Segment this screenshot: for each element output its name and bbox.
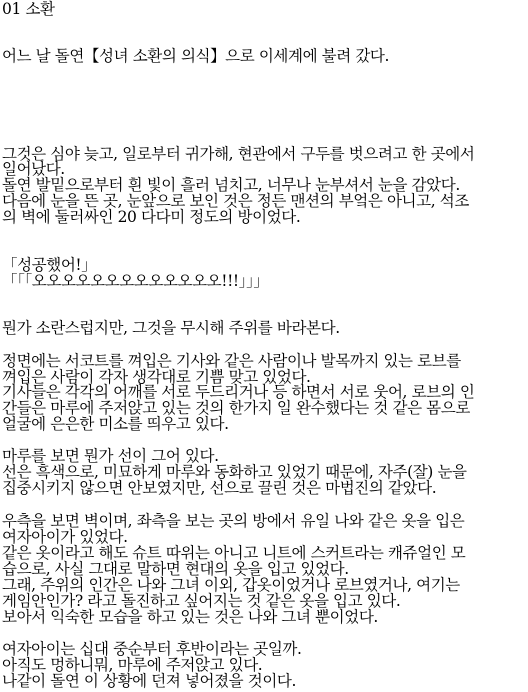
text-line: 집중시키지 않으면 안보였지만, 선으로 끌린 것은 마법진의 같았다. (2, 479, 437, 497)
text-line: 게임안인가? 라고 돌진하고 싶어지는 것 같은 옷을 입고 있다. (2, 592, 401, 610)
text-line: 우측을 보면 벽이며, 좌측을 보는 곳의 방에서 유일 나와 같은 옷을 입은 (2, 512, 465, 530)
text-line: 다음에 눈을 뜬 곳, 눈앞으로 보인 것은 정든 맨션의 부엌은 아니고, 석조 (2, 192, 469, 210)
text-line: 일어났다. (2, 160, 65, 178)
text-line: 정면에는 서코트를 껴입은 기사와 같은 사람이나 발목까지 있는 로브를 (2, 352, 461, 370)
text-line: 의 벽에 둘러싸인 20 다다미 정도의 방이었다. (2, 208, 301, 226)
text-line: 여자아이가 있었다. (2, 528, 128, 546)
text-line: 기사들은 각각의 어깨를 서로 두드리거나 등 하면서 서로 웃어, 로브의 인 (2, 383, 475, 401)
text-line: 그래, 주위의 인간은 나와 그녀 이외, 갑옷이었거나 로브였거나, 여기는 (2, 576, 460, 594)
text-line: 선은 흑색으로, 미묘하게 마루와 동화하고 있었기 때문에, 자주(잘) 눈을 (2, 463, 467, 481)
text-line: 그것은 심야 늦고, 일로부터 귀가해, 현관에서 구두를 벗으려고 한 곳에서 (2, 145, 475, 163)
text-line: 같은 옷이라고 해도 슈트 따위는 아니고 니트에 스커트라는 캐쥬얼인 모 (2, 544, 466, 562)
text-line: 보아서 익숙한 모습을 하고 있는 것은 나와 그녀 뿐이었다. (2, 608, 378, 626)
text-line: 아직도 멍하니뭐, 마루에 주저앉고 있다. (2, 656, 263, 674)
chapter-title: 01 소환 (2, 0, 55, 18)
text-line: 얼굴에 은은한 미소를 띄우고 있다. (2, 415, 229, 433)
text-line: 습으로, 사실 그대로 말하면 현대의 옷을 입고 있었다. (2, 560, 349, 578)
text-line: 마루를 보면 뭔가 선이 그어 있다. (2, 447, 219, 465)
text-line: 여자아이는 십대 중순부터 후반이라는 곳일까. (2, 640, 302, 658)
text-line: 껴입은 사람이 각자 생각대로 기쁨 맞고 있었다. (2, 368, 311, 386)
text-line: 어느 날 돌연【성녀 소환의 의식】으로 이세계에 불려 갔다. (2, 47, 390, 65)
text-line: 돌연 발밑으로부터 흰 빛이 흘러 넘치고, 너무나 눈부셔서 눈을 감았다. (2, 176, 460, 194)
text-line: 뭔가 소란스럽지만, 그것을 무시해 주위를 바라본다. (2, 319, 340, 337)
text-line: 나같이 돌연 이 상황에 던져 넣어졌을 것이다. (2, 672, 297, 690)
dialogue-line: 「성공했어!」 (2, 256, 97, 274)
dialogue-line: 「「「오오오오오오오오오오오오오!!!」」」 (2, 272, 269, 290)
text-line: 간들은 마루에 주저앉고 있는 것의 한가지 일 완수했다는 것 같은 몸으로 (2, 399, 470, 417)
